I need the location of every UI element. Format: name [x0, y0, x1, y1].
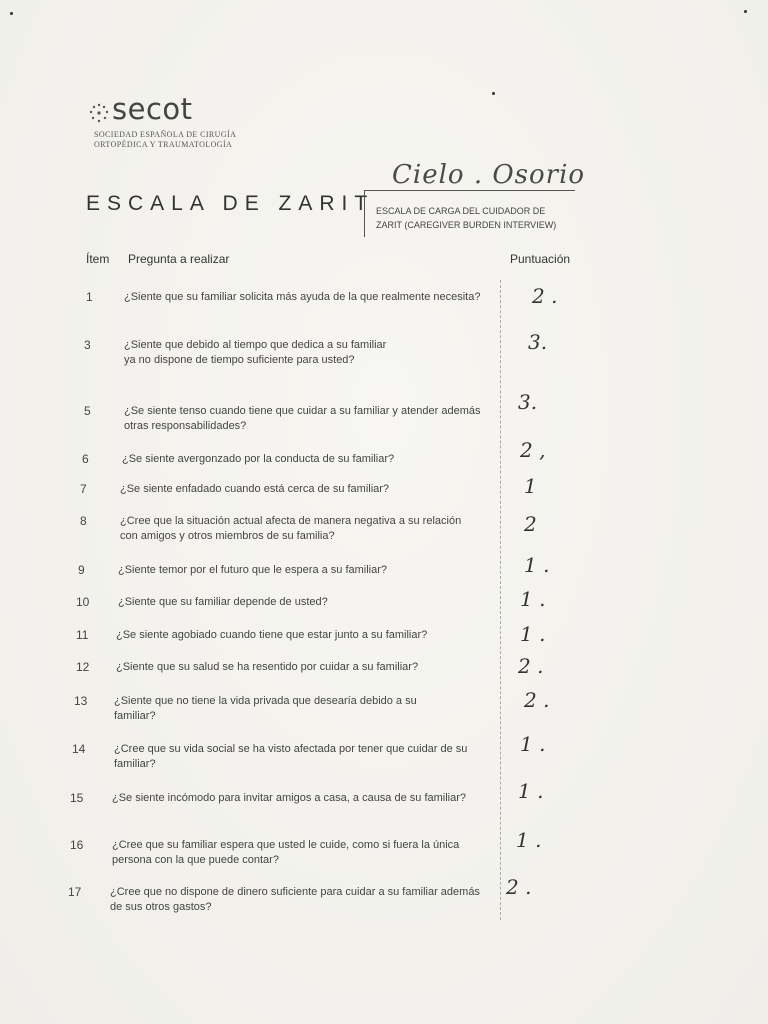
item-number: 3 [84, 338, 91, 352]
question-text: ¿Siente que no tiene la vida privada que desearía debido a su familiar? [114, 695, 417, 722]
item-number: 5 [84, 404, 91, 418]
page-title: ESCALA DE ZARIT [86, 192, 375, 215]
question-text: ¿Cree que su vida social se ha visto afectada por tener que cuidar de su familiar? [114, 743, 468, 770]
score-value: 2 . [524, 688, 550, 712]
score-value: 2 . [506, 875, 532, 899]
question-text: ¿Cree que la situación actual afecta de manera negativa a su relación con amigos y otros miembros de su familia? [120, 515, 462, 542]
question-text: ¿Cree que su familiar espera que usted le cuide, como si fuera la única persona con la que puede contar? [112, 839, 460, 866]
question-text: ¿Siente que su familiar depende de usted? [118, 596, 328, 608]
question-text: ¿Se siente agobiado cuando tiene que estar junto a su familiar? [116, 629, 428, 641]
question-text: ¿Se siente tenso cuando tiene que cuidar a su familiar y atender además otras responsabilidades? [124, 405, 481, 432]
item-number: 10 [76, 595, 90, 609]
score-value: 1 . [520, 732, 546, 756]
item-number: 8 [80, 514, 87, 528]
score-value: 1 . [520, 587, 546, 611]
item-number: 17 [68, 885, 82, 899]
column-divider [500, 280, 501, 920]
column-header-score: Puntuación [510, 252, 571, 266]
score-value: 2 , [520, 438, 546, 462]
speck [744, 10, 747, 13]
score-value: 2 . [532, 284, 558, 308]
score-value: 2 [524, 512, 537, 536]
item-number: 12 [76, 660, 90, 674]
score-value: 1 . [518, 779, 544, 803]
handwritten-name: Cielo . Osorio [392, 160, 586, 190]
speck [492, 92, 495, 95]
speck [10, 12, 13, 15]
question-text: ¿Cree que no dispone de dinero suficiente para cuidar a su familiar además de sus otros gastos? [110, 886, 480, 913]
item-number: 6 [82, 452, 89, 466]
score-value: 2 . [518, 654, 544, 678]
score-value: 3. [528, 330, 548, 354]
question-text: ¿Se siente avergonzado por la conducta de su familiar? [122, 453, 395, 465]
logo-wordmark: secot [112, 92, 193, 126]
score-value: 3. [518, 390, 538, 414]
question-text: ¿Siente que su salud se ha resentido por cuidar a su familiar? [116, 661, 419, 673]
item-number: 14 [72, 742, 86, 756]
item-number: 16 [70, 838, 84, 852]
question-text: ¿Siente temor por el futuro que le espera a su familiar? [118, 564, 388, 576]
item-number: 11 [76, 628, 89, 642]
score-value: 1 . [516, 828, 542, 852]
score-value: 1 . [520, 622, 546, 646]
column-header-item: Ítem [86, 252, 110, 266]
question-text: ¿Siente que debido al tiempo que dedica a su familiar ya no dispone de tiempo suficiente para usted? [124, 339, 387, 366]
item-number: 1 [86, 290, 93, 304]
logo-subtitle-line2: ORTOPÉDICA Y TRAUMATOLOGÍA [94, 140, 233, 149]
item-number: 13 [74, 694, 88, 708]
question-text: ¿Se siente incómodo para invitar amigos a casa, a causa de su familiar? [112, 792, 467, 804]
score-value: 1 . [524, 553, 550, 577]
logo-subtitle-line1: SOCIEDAD ESPAÑOLA DE CIRUGÍA [94, 130, 237, 139]
logo-dots-icon [88, 102, 110, 124]
item-number: 15 [70, 791, 84, 805]
subtitle: ESCALA DE CARGA DEL CUIDADOR DE ZARIT (CAREGIVER BURDEN INTERVIEW) [376, 206, 557, 230]
question-text: ¿Se siente enfadado cuando está cerca de su familiar? [120, 483, 390, 495]
score-value: 1 [524, 474, 537, 498]
question-text: ¿Siente que su familiar solicita más ayuda de la que realmente necesita? [124, 291, 481, 303]
column-header-question: Pregunta a realizar [128, 252, 230, 266]
item-number: 9 [78, 563, 85, 577]
item-number: 7 [80, 482, 87, 496]
